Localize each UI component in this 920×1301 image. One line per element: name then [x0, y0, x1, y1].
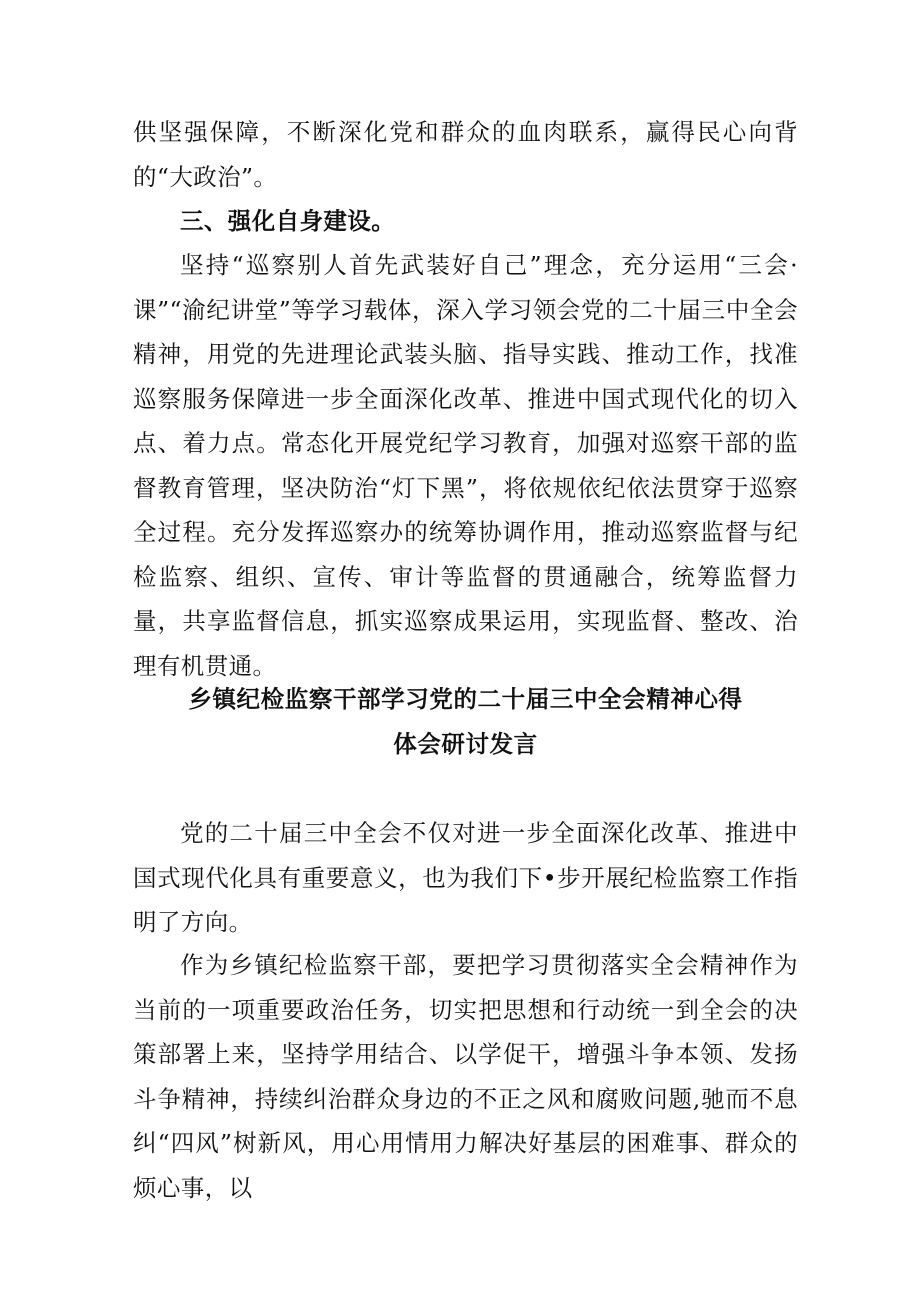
article-title-line-1: 乡镇纪检监察干部学习党的二十届三中全会精神心得: [188, 685, 743, 713]
article-title: [133, 677, 798, 766]
paragraph-self-building: 坚持“巡察别人首先武装好自己”理念，充分运用“三会·课”“渝纪讲堂”等学习载体，深入学习领会党的二十届三中全会精神，用党的先进理论武装头脑、指导实践、推动工作，找准巡察服务保障进一步全面深化改革、推进中国式现代化的切入点、着力点。常态化开展党纪学习教育，加强对巡察干部的监督教育管理，坚决防治“灯下黑”，将依规依纪依法贯穿于巡察全过程。充分发挥巡察办的统筹协调作用，推动巡察监督与纪检监察、组织、宣传、审计等监督的贯通融合，统筹监督力量，共享监督信息，抓实巡察成果运用，实现监督、整改、治理有机贯通。: [133, 251, 798, 680]
paragraph-duty: 作为乡镇纪检监察干部，要把学习贯彻落实全会精神作为当前的一项重要政治任务，切实把思想和行动统一到全会的决策部署上来，坚持学用结合、以学促干，增强斗争本领、发扬斗争精神，持续纠治群众身边的不正之风和腐败问题,驰而不息纠“四风”树新风，用心用情用力解决好基层的困难事、群众的烦心事，以: [133, 951, 798, 1202]
article-title-line-2: 体会研讨发言: [393, 729, 538, 758]
paragraph-intro: 党的二十届三中全会不仅对进一步全面深化改革、推进中国式现代化具有重要意义，也为我们下•步开展纪检监察工作指明了方向。: [133, 819, 798, 936]
section-heading-3: 三、强化自身建设。: [180, 207, 396, 235]
paragraph-continuation: 供坚强保障，不断深化党和群众的血肉联系，赢得民心向背的“大政治”。: [133, 118, 798, 191]
